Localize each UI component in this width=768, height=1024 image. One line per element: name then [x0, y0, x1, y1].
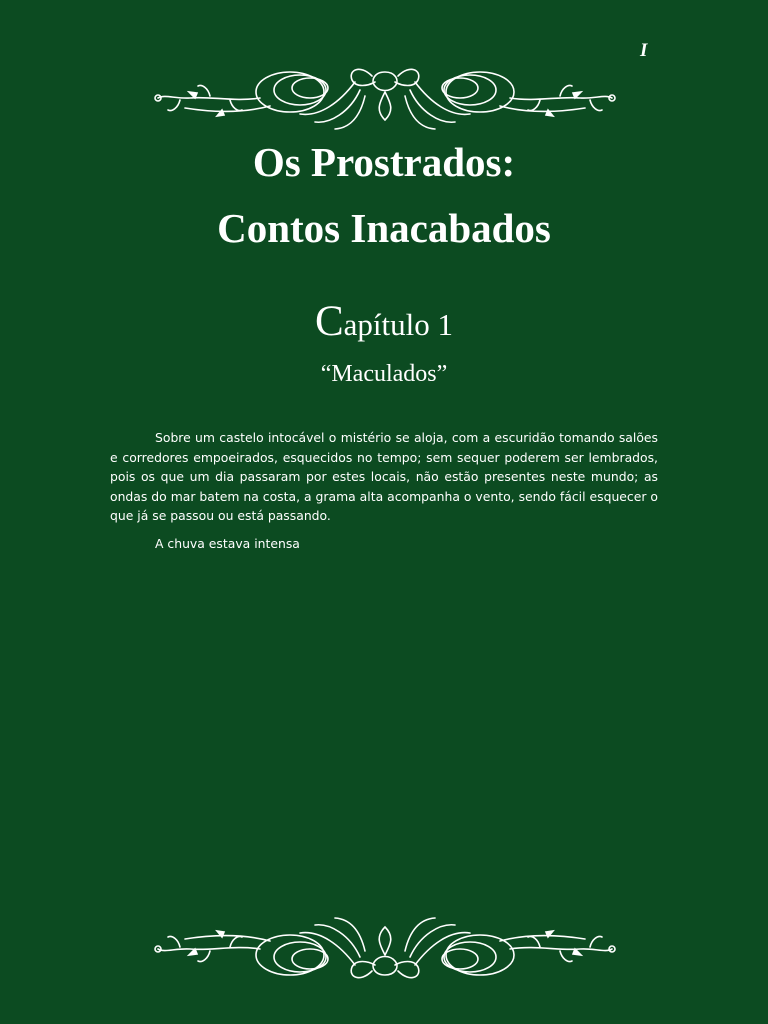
bottom-ornament-icon — [150, 905, 620, 985]
page-number: I — [640, 40, 648, 61]
top-ornament-icon — [150, 62, 620, 142]
paragraph: Sobre um castelo intocável o mistério se aloja, com a escuridão tomando salões e corredores empoeirados, esquecidos no tempo; sem sequer poderem ser lembrados, pois os que um dia passaram por estes locais, não estão presentes neste mundo; as ondas do mar batem na costa, a grama alta acompanha o vento, sendo fácil esquecer o que já se passou ou está passando. — [110, 430, 658, 523]
chapter-subtitle: “Maculados” — [320, 361, 448, 387]
book-title-line-1: Os Prostrados: — [252, 139, 516, 185]
chapter-heading — [0, 300, 768, 343]
chapter-initial: C — [314, 298, 344, 345]
chapter-body — [110, 428, 658, 561]
paragraph: A chuva estava intensa — [155, 535, 300, 551]
book-title-line-2: Contos Inacabados — [217, 205, 551, 251]
chapter-label: apítulo 1 — [343, 307, 454, 342]
